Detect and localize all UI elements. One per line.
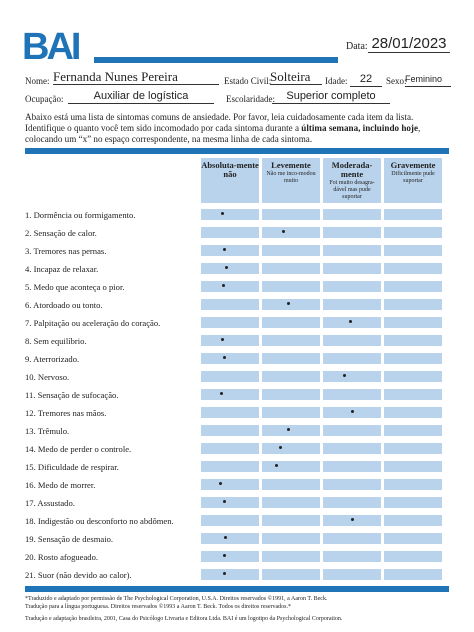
symptom-label: 18. Indigestão ou desconforto no abdômen.: [25, 516, 174, 526]
answer-cell[interactable]: [262, 263, 320, 274]
answer-cell[interactable]: [262, 209, 320, 220]
answer-cell[interactable]: [323, 335, 381, 346]
answer-cell[interactable]: [201, 227, 259, 238]
answer-cell[interactable]: [384, 389, 442, 400]
answer-cell[interactable]: [323, 407, 381, 418]
sex-field[interactable]: Feminino: [405, 72, 451, 87]
answer-cell[interactable]: [323, 443, 381, 454]
section-accent-bar: [25, 148, 449, 154]
symptom-label: 20. Rosto afogueado.: [25, 552, 99, 562]
answer-cell[interactable]: [201, 551, 259, 562]
footer-accent-bar: [25, 586, 449, 592]
answer-cell[interactable]: [262, 245, 320, 256]
answer-cell[interactable]: [384, 335, 442, 346]
answer-cell[interactable]: [384, 263, 442, 274]
education-field[interactable]: Superior completo: [272, 89, 390, 104]
footer-copyright-1: *Traduzido e adaptado por permissão de The Psychological Corporation, U.S.A. Direitos reservados ©1991, a Aaron T. Beck.: [25, 596, 328, 602]
education-label: Escolaridade:: [226, 94, 275, 104]
answer-cell[interactable]: [384, 497, 442, 508]
answer-cell[interactable]: [384, 569, 442, 580]
answer-cell[interactable]: [262, 551, 320, 562]
answer-cell[interactable]: [323, 551, 381, 562]
answer-cell[interactable]: [262, 443, 320, 454]
symptom-label: 5. Medo que aconteça o pior.: [25, 282, 125, 292]
answer-cell[interactable]: [262, 389, 320, 400]
occupation-field[interactable]: Auxiliar de logística: [68, 89, 214, 104]
answer-cell[interactable]: [262, 281, 320, 292]
instructions-text: Abaixo está uma lista de sintomas comuns de ansiedade. Por favor, leia cuidadosamente cada item da lista. Identifique o quanto você tem sido incomodado por cada sintoma durante a última semana, incluindo hoje, colocando um “x” no espaço correspondente, na mesma linha de cada sintoma.: [25, 112, 421, 144]
answer-cell[interactable]: [384, 353, 442, 364]
answer-mark: [220, 392, 223, 395]
symptom-label: 6. Atordoado ou tonto.: [25, 300, 103, 310]
symptom-label: 2. Sensação de calor.: [25, 228, 97, 238]
name-field[interactable]: Fernanda Nunes Pereira: [53, 70, 219, 85]
answer-cell[interactable]: [201, 209, 259, 220]
symptom-label: 19. Sensação de desmaio.: [25, 534, 114, 544]
column-header-3: Moderada-mente Foi muito desagra-dável mas pude suportar: [323, 158, 381, 203]
answer-cell[interactable]: [323, 281, 381, 292]
answer-cell[interactable]: [201, 317, 259, 328]
answer-cell[interactable]: [201, 245, 259, 256]
answer-mark: [219, 482, 222, 485]
answer-mark: [349, 320, 352, 323]
answer-cell[interactable]: [201, 461, 259, 472]
answer-cell[interactable]: [201, 353, 259, 364]
answer-cell[interactable]: [262, 227, 320, 238]
age-label: Idade:: [325, 76, 348, 86]
answer-cell[interactable]: [323, 209, 381, 220]
answer-cell[interactable]: [201, 263, 259, 274]
answer-mark: [351, 518, 354, 521]
answer-cell[interactable]: [201, 425, 259, 436]
answer-cell[interactable]: [384, 245, 442, 256]
answer-cell[interactable]: [384, 461, 442, 472]
answer-cell[interactable]: [201, 371, 259, 382]
answer-cell[interactable]: [384, 425, 442, 436]
answer-cell[interactable]: [262, 407, 320, 418]
answer-mark: [221, 338, 224, 341]
symptom-label: 14. Medo de perder o controle.: [25, 444, 132, 454]
symptom-label: 1. Dormência ou formigamento.: [25, 210, 136, 220]
answer-cell[interactable]: [262, 569, 320, 580]
symptom-label: 21. Suor (não devido ao calor).: [25, 570, 132, 580]
answer-cell[interactable]: [201, 389, 259, 400]
answer-cell[interactable]: [323, 353, 381, 364]
answer-cell[interactable]: [384, 515, 442, 526]
answer-cell[interactable]: [384, 371, 442, 382]
answer-cell[interactable]: [384, 443, 442, 454]
answer-mark: [224, 536, 227, 539]
answer-cell[interactable]: [262, 335, 320, 346]
symptom-label: 15. Dificuldade de respirar.: [25, 462, 119, 472]
symptom-label: 3. Tremores nas pernas.: [25, 246, 107, 256]
answer-cell[interactable]: [384, 533, 442, 544]
answer-mark: [287, 302, 290, 305]
answer-cell[interactable]: [323, 317, 381, 328]
answer-mark: [223, 248, 226, 251]
answer-cell[interactable]: [384, 407, 442, 418]
symptom-label: 7. Palpitação ou aceleração do coração.: [25, 318, 161, 328]
answer-cell[interactable]: [201, 569, 259, 580]
answer-cell[interactable]: [323, 299, 381, 310]
answer-cell[interactable]: [323, 389, 381, 400]
answer-mark: [223, 572, 226, 575]
answer-cell[interactable]: [323, 263, 381, 274]
footer-copyright-3: Tradução e adaptação brasileira, 2001, Casa do Psicólogo Livraria e Editora Ltda. BAI é um logotipo da Psychological Corporation.: [25, 616, 343, 622]
column-header-1: Absoluta-mente não: [201, 158, 259, 203]
answer-mark: [351, 410, 354, 413]
header-accent-bar: [94, 57, 338, 63]
answer-mark: [223, 500, 226, 503]
answer-cell[interactable]: [323, 515, 381, 526]
date-field[interactable]: 28/01/2023: [368, 35, 450, 53]
column-header-2: Levemente Não me inco-modou muito: [262, 158, 320, 203]
answer-cell[interactable]: [262, 371, 320, 382]
answer-cell[interactable]: [201, 479, 259, 490]
answer-cell[interactable]: [201, 515, 259, 526]
symptom-label: 12. Tremores nas mãos.: [25, 408, 107, 418]
bai-logo: BAI: [22, 26, 79, 68]
answer-mark: [287, 428, 290, 431]
answer-cell[interactable]: [384, 227, 442, 238]
answer-cell[interactable]: [384, 317, 442, 328]
answer-cell[interactable]: [262, 479, 320, 490]
answer-cell[interactable]: [323, 479, 381, 490]
answer-cell[interactable]: [262, 353, 320, 364]
column-header-4: Gravemente Dificilmente pude suportar: [384, 158, 442, 203]
symptom-label: 8. Sem equilíbrio.: [25, 336, 87, 346]
symptom-label: 9. Aterrorizado.: [25, 354, 80, 364]
symptom-label: 4. Incapaz de relaxar.: [25, 264, 99, 274]
answer-mark: [221, 212, 224, 215]
answer-cell[interactable]: [323, 461, 381, 472]
civil-status-label: Estado Civil:: [224, 76, 272, 86]
answer-cell[interactable]: [201, 533, 259, 544]
answer-cell[interactable]: [384, 479, 442, 490]
answer-cell[interactable]: [262, 461, 320, 472]
occupation-label: Ocupação:: [25, 94, 64, 104]
answer-cell[interactable]: [323, 371, 381, 382]
name-label: Nome:: [25, 76, 50, 86]
answer-mark: [223, 554, 226, 557]
footer-copyright-2: Tradução para a língua portuguesa. Direitos reservados ©1993 a Aaron T. Beck. Todos os direitos reservados.*: [25, 604, 292, 610]
answer-cell[interactable]: [323, 533, 381, 544]
answer-cell[interactable]: [262, 497, 320, 508]
answer-mark: [223, 356, 226, 359]
answer-cell[interactable]: [384, 209, 442, 220]
answer-cell[interactable]: [262, 425, 320, 436]
answer-cell[interactable]: [201, 299, 259, 310]
symptom-label: 11. Sensação de sufocação.: [25, 390, 119, 400]
answer-cell[interactable]: [201, 281, 259, 292]
answer-cell[interactable]: [384, 551, 442, 562]
answer-cell[interactable]: [201, 335, 259, 346]
date-label: Data:: [346, 41, 368, 52]
answer-cell[interactable]: [262, 317, 320, 328]
answer-cell[interactable]: [262, 299, 320, 310]
answer-mark: [222, 284, 225, 287]
age-field[interactable]: 22: [350, 72, 382, 87]
answer-mark: [343, 374, 346, 377]
answer-mark: [282, 230, 285, 233]
symptom-label: 13. Trêmulo.: [25, 426, 70, 436]
answer-cell[interactable]: [323, 227, 381, 238]
answer-cell[interactable]: [323, 569, 381, 580]
answer-cell[interactable]: [323, 425, 381, 436]
answer-cell[interactable]: [201, 407, 259, 418]
symptom-label: 17. Assustado.: [25, 498, 75, 508]
answer-mark: [279, 446, 282, 449]
civil-status-field[interactable]: Solteira: [270, 70, 322, 85]
answer-mark: [275, 464, 278, 467]
answer-cell[interactable]: [262, 533, 320, 544]
answer-cell[interactable]: [384, 281, 442, 292]
answer-cell[interactable]: [384, 299, 442, 310]
sex-label: Sexo:: [386, 76, 407, 86]
answer-cell[interactable]: [262, 515, 320, 526]
symptom-label: 10. Nervoso.: [25, 372, 70, 382]
symptom-label: 16. Medo de morrer.: [25, 480, 96, 490]
answer-cell[interactable]: [323, 245, 381, 256]
answer-mark: [225, 266, 228, 269]
answer-cell[interactable]: [201, 443, 259, 454]
answer-cell[interactable]: [323, 497, 381, 508]
answer-cell[interactable]: [201, 497, 259, 508]
